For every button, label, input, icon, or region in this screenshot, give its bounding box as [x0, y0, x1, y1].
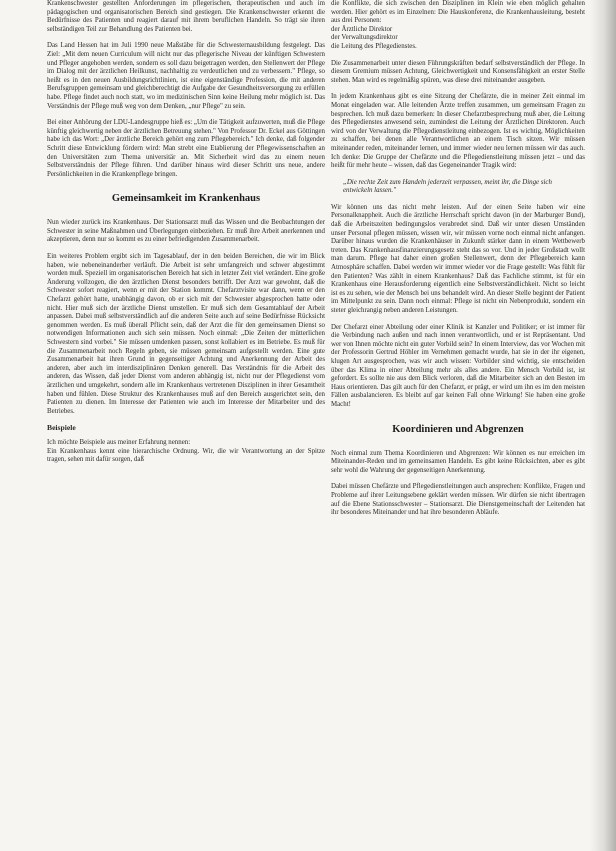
paragraph: In jedem Krankenhaus gibt es eine Sitzung der Chefärzte, die in meiner Zeit einmal im Monat eingeladen war. Alle leitenden Ärzte treffen zusammen, um gemeinsam Fragen zu besprechen. Ich muß dazu bemerken: In dieser Chefarztbesprechung muß aber, die Leitung des Pflegedienstes anwesend sein, zumindest die Leitung der Ärztlichen Direktoren. Auch wird von der Verwaltung die Pflegedienstleitung einbezogen. Ist es wichtig, Möglichkeiten zu schaffen, bei denen alle Verantwortlichen an einem Tisch sitzen. Wir müssen miteinander reden, miteinander lernen, und immer wieder neu lernen müssen wir das auch. Ich denke: Die Gruppe der Chefärzte und die Pflegedienstleitung müssen jetzt – und das heißt für mehr heute – wissen, daß das Gegeneinander Tragik wird: [331, 93, 585, 170]
paragraph: Nun wieder zurück ins Krankenhaus. Der Stationsarzt muß das Wissen und die Beobachtungen der Schwester in seine Maßnahmen und Überlegungen einbeziehen. Er muß ihre Arbeit anerkennen und akzeptieren, denn nur so kommt es zu einer befriedigenden Zusammenarbeit. [47, 219, 325, 244]
list-item: der Ärztliche Direktor [331, 25, 393, 33]
paragraph: die Konflikte, die sich zwischen den Disziplinen im Klein wie eben möglich gehalten werden. Hier gehört es im Einzelnen: Die Hauskonferenz, die Krankenhausleitung, besteht aus drei Personen: [331, 0, 585, 25]
list-item: die Leitung des Pflegedienstes. [331, 42, 417, 50]
paragraph: Bei einer Anhörung der LDU-Landesgruppe hieß es: „Um die Tätigkeit aufzuwerten, muß die Pflege künftig gleichwertig neben der ärztlichen Betreuung stehen." Von Professor Dr. Eckel aus Göttingen habe ich das Wort: „Der ärztliche Bereich gehört eng zum Pflegebereich." Ich denke, daß folgender Schritt diese Entwicklung fördern wird: Man strebt eine Etablierung der Pflegewissenschaften an den Universitäten zum Thema universitär an. Mit Sicherheit wird das zu einem neuen Selbstverständnis der Pflege führen. Und darüber hinaus wird dieser Schritt uns neue, andere Persönlichkeiten in die Krankenpflege bringen. [47, 119, 325, 178]
left-column [47, 0, 325, 851]
section-heading-gemeinsamkeit: Gemeinsamkeit im Krankenhaus [111, 193, 261, 205]
paragraph: Die Zusammenarbeit unter diesen Führungskräften bedarf selbstverständlich der Pflege. In diesem Gremium müssen Achtung, Gleichwertigkeit und Konsensfähigkeit an erster Stelle stehen. Man wird es regelmäßig spüren, was diese drei miteinander ausgeben. [331, 59, 585, 84]
paragraph: Der Chefarzt einer Abteilung oder einer Klinik ist Kanzler und Politiker; er ist immer für die Verbindung nach außen und nach innen verantwortlich, und er ist Repräsentant. Und wer von Ihnen möchte nicht ein guter Vorbild sein? In einem Interview, das vor Wochen mit der Professorin Gertrud Höhler im Vernehmen gemacht wurde, hat sie in der ihr eigenen, klugen Art ausgesprochen, was wir auch wissen: Vorbilder sind wichtig, sie entscheiden über das Klima in einer Abteilung mehr als alles andere. Ein Mensch Vorbild ist, ist gefordert. Es sollte nie aus dem Blick verloren, daß die Mitarbeiter sich an den Besten im Haus orientieren. Das gilt auch für den Chefarzt, er prägt, er wird um ihn es im den meisten Fällen ausbalancieren. Es bleibt auf gar keinen Fall ohne Wirkung! Sie haben eine große Macht! [331, 323, 585, 408]
paragraph: Ein weiteres Problem ergibt sich im Tagesablauf, der in den beiden Bereichen, die wir im Blick haben, wie nebeneinanderher verläuft. Die Arbeit ist sehr umfangreich und schwer abgestimmt worden muß. Speziell im organisatorischen Bereich hat sich in letzter Zeit viel verändert. Eine große Änderung vollzogen, die den ärztlichen Dienst besonders betrifft. Der Arzt war gewohnt, daß die Schwester sofort reagiert, wenn er mit der Station kommt. Chefarztvisite war dann, wenn er den Chefarzt gehört hatte, unabhängig davon, ob er sich mit der Schwester abgesprochen hatte oder nicht. Hier muß sich der ärztliche Dienst umstellen. Er muß sich dem Gesamtablauf der Arbeit anpassen. Dabei muß selbstverständlich auf die anderen Seite auch auf seine Bedürfnisse Rücksicht genommen werden. Es muß überall Pflicht sein, daß der Arzt die für den gemeinsamen Dienst so notwendigen Informationen auch sich sein müssen. Noch einmal: „Die Zeiten der mütterlichen Schwestern sind vorbei." Sie müssen umdenken passen, sonst kollabiert es im Betriebe. Es muß für die Zusammenarbeit noch Regeln geben, sie müssen gemeinsam aufgestellt werden. Eine gute Zusammenarbeit hat ihren Grund in gegenseitiger Achtung und Anerkennung der Arbeit des anderen, aber auch im interdisziplinären Denken generell. Das Verständnis für die Arbeit des anderen, das Wissen, daß jeder Dienst vom anderen abhängig ist, nicht nur der Pflegedienst vom ärztlichen und umgekehrt, sondern alle im Krankenhaus vertretenen Disziplinen in ihrer Gesamtheit haben und fühlen. Diese Struktur des Krankenhauses muß auf den Bereich ausgerichtet sein, den Patienten zu dienen. Im Interesse der Patienten wie auch im Interesse der Mitarbeiter und des Betriebes. [47, 253, 325, 415]
list-item: der Verwaltungsdirektor [331, 34, 398, 42]
paragraph: Wir können uns das nicht mehr leisten. Auf der einen Seite haben wir eine Personalknappheit. Auch die ärztliche Herrschaft spricht davon (in der Marburger Bund), daß die Arbeitszeiten bedingungslos verabredet sind. Daß wir unter diesen Umständen unser Personal pflegen müssen, wissen wir, wir müssen vorne noch einmal nicht anfangen. Darüber hinaus wurden die Krankenhäuser in Zukunft stärker dann in einem Wettbewerb treten. Das Krankenhausfinanzierungsgesetz steht das so vor. Und in jeder Großstadt wollt man darum. Pflege hat daher einen großen Stellenwert, denn der Pflegebereich kann Atmosphäre schaffen. Dabei werden wir immer wieder vor die Frage gestellt: Was fühlt für den Patienten? Was zählt in einem Krankenhaus? Daß das Fachliche stimmt, ist für ein Krankenhaus eine Herausforderung eigentlich eine Selbstverständlichkeit. Nicht so leicht ist es zu sehen, wie der Mensch bei uns behandelt wird. An dieser Stelle beginnt der Patient im Mittelpunkt zu sein. Dann noch einmal: Pflege ist nicht ein Nebenprodukt, sondern ein steter gleichrangig neben anderen Leistungen. [331, 203, 585, 314]
paragraph: Dabei müssen Chefärzte und Pflegedienstleitungen auch ansprechen: Konflikte, Fragen und Probleme auf ihrer Leitungsebene geklärt werden müssen. Wir dürfen sie nicht übertragen auf die Ebene Stationsschwester – Stationsarzt. Die Dienstgemeinschaft der Leitenden hat ihr besonderes Miteinander und hat ihre besonderen Abläufe. [331, 483, 585, 517]
paragraph: Ein Krankenhaus kennt eine hierarchische Ordnung. Wir, die wir Verantwortung an der Spitze tragen, sehen mit dafür sorgen, daß [47, 447, 325, 464]
paragraph: Krankenschwester gestellten Anforderungen im pflegerischen, therapeutischen und auch im pädagogischen und organisatorischen Bereich sind gestiegen. Die Krankenschwester erkennt die Bedürfnisse des Patienten und reagiert darauf mit ihrem beruflichen Handeln. So trägt sie ihren selbständigen Teil zur Behandlung des Patienten bei. [47, 0, 325, 33]
scan-edge-shadow [590, 0, 616, 851]
section-heading-koordinieren: Koordinieren und Abgrenzen [392, 423, 524, 435]
paragraph: Ich möchte Beispiele aus meiner Erfahrung nennen: [47, 438, 191, 446]
quote: „Die rechte Zeit zum Handeln jederzeit verpassen, meint ihr, die Dinge sich entwickeln lassen." [343, 178, 552, 195]
leadership-list [331, 26, 585, 52]
section-heading-beispiele: Beispiele [47, 423, 76, 433]
right-column [331, 0, 585, 851]
paragraph: Noch einmal zum Thema Koordinieren und Abgrenzen: Wir können es nur erreichen im Miteinander-Reden und im gemeinsamen Handeln. Es gibt keine Rücksichten, aber es gibt sehr wohl die Wahrung der gegenseitigen Anerkennung. [331, 449, 585, 474]
paragraph: Das Land Hessen hat im Juli 1990 neue Maßstäbe für die Schwesternausbildung festgelegt. Das Ziel: „Mit dem neuen Curriculum will nicht nur das pflegerische Niveau der künftigen Schwestern und Pfleger angehoben werden, sondern es soll dazu beigetragen werden, den Stellenwert der Pflege im Dialog mit der ärztlichen Heilkunst, nachhaltig zu verdeutlichen und zu verbessern." Pflege, so heißt es in den neuen Ausbildungsrichtlinien, ist eine eigenständige Profession, die mit anderen Berufsgruppen gemeinsam und gleichberechtigt die Aufgabe der Gesundheitsversorgung zu erfüllen habe. Pflege findet auch noch statt, wo im medizinischen Sinn keine Heilung mehr möglich ist. Das Verständnis der Pflege muß weg von dem Denken, „nur Pflege" zu sein. [47, 42, 325, 110]
